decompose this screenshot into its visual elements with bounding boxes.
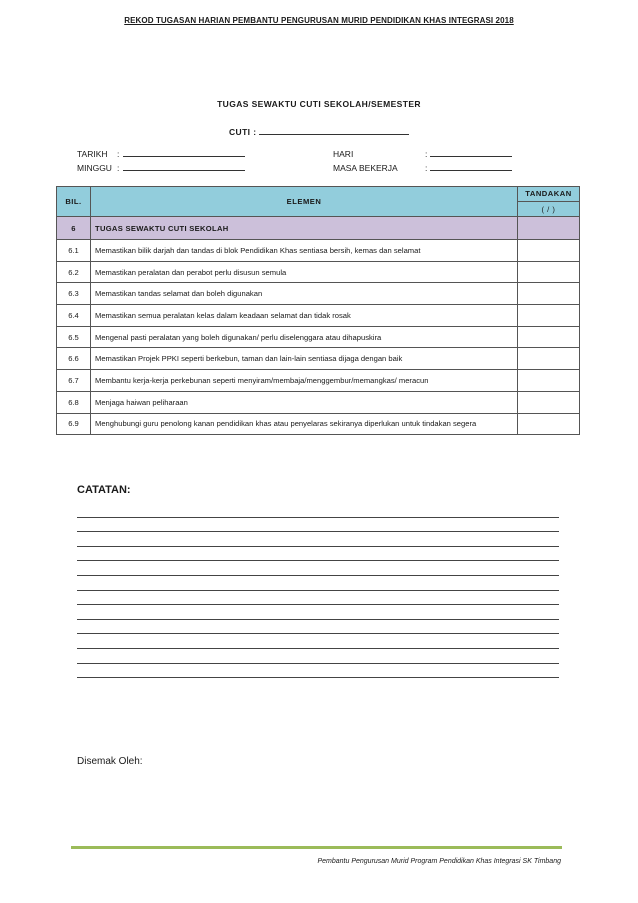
row-check-cell[interactable]: [518, 261, 580, 283]
row-number: 6.9: [57, 413, 91, 435]
table-row: [57, 370, 580, 392]
hari-blank[interactable]: [430, 148, 512, 157]
row-element: Memastikan bilik darjah dan tandas di blok Pendidikan Khas sentiasa bersih, kemas dan selamat: [91, 240, 518, 262]
section-title: TUGAS SEWAKTU CUTI SEKOLAH: [91, 217, 518, 240]
row-check-cell[interactable]: [518, 326, 580, 348]
row-number: 6.8: [57, 391, 91, 413]
cuti-field: [229, 126, 409, 137]
row-element: Menjaga haiwan peliharaan: [91, 391, 518, 413]
note-line[interactable]: [77, 532, 559, 547]
row-element: Memastikan semua peralatan kelas dalam keadaan selamat dan tidak rosak: [91, 305, 518, 327]
minggu-field: MINGGU :: [77, 162, 245, 173]
row-check-cell[interactable]: [518, 391, 580, 413]
note-line[interactable]: [77, 605, 559, 620]
tandakan-label: TANDAKAN: [518, 187, 579, 202]
tarikh-blank[interactable]: [123, 148, 245, 157]
row-number: 6.7: [57, 370, 91, 392]
reviewed-by-label: Disemak Oleh:: [77, 756, 143, 767]
note-line[interactable]: [77, 547, 559, 562]
minggu-label: MINGGU: [77, 163, 112, 173]
row-check-cell[interactable]: [518, 370, 580, 392]
row-check-cell[interactable]: [518, 413, 580, 435]
masa-bekerja-blank[interactable]: [430, 162, 512, 171]
row-number: 6.5: [57, 326, 91, 348]
row-number: 6.6: [57, 348, 91, 370]
form-title: TUGAS SEWAKTU CUTI SEKOLAH/SEMESTER: [217, 99, 421, 109]
footer-text: Pembantu Pengurusan Murid Program Pendidikan Khas Integrasi SK Timbang: [317, 858, 561, 865]
footer-divider: [71, 846, 562, 849]
row-check-cell[interactable]: [518, 348, 580, 370]
table-row: [57, 261, 580, 283]
row-check-cell[interactable]: [518, 240, 580, 262]
tarikh-label: TARIKH: [77, 149, 108, 159]
col-tandakan-header: [518, 187, 580, 217]
row-number: 6.1: [57, 240, 91, 262]
note-line[interactable]: [77, 561, 559, 576]
note-line[interactable]: [77, 576, 559, 591]
masa-bekerja-label: MASA BEKERJA: [333, 163, 398, 173]
row-number: 6.2: [57, 261, 91, 283]
note-line[interactable]: [77, 591, 559, 606]
table-row: [57, 391, 580, 413]
task-table: [56, 186, 580, 435]
tandakan-sub-label: ( / ): [541, 205, 556, 214]
table-row: [57, 305, 580, 327]
table-header-row: [57, 187, 580, 217]
section-check-cell: [518, 217, 580, 240]
masa-bekerja-field: MASA BEKERJA :: [333, 162, 512, 173]
row-element: Mengenal pasti peralatan yang boleh digunakan/ perlu diselenggara atau dihapuskira: [91, 326, 518, 348]
cuti-label: CUTI :: [229, 127, 257, 137]
row-element: Memastikan tandas selamat dan boleh digunakan: [91, 283, 518, 305]
note-line[interactable]: [77, 649, 559, 664]
section-row: [57, 217, 580, 240]
tarikh-field: TARIKH :: [77, 148, 245, 159]
note-line[interactable]: [77, 634, 559, 649]
row-number: 6.4: [57, 305, 91, 327]
row-check-cell[interactable]: [518, 305, 580, 327]
minggu-blank[interactable]: [123, 162, 245, 171]
row-element: Memastikan peralatan dan perabot perlu disusun semula: [91, 261, 518, 283]
table-row: [57, 348, 580, 370]
notes-lines[interactable]: [77, 503, 559, 678]
note-line[interactable]: [77, 620, 559, 635]
table-row: [57, 326, 580, 348]
notes-label: CATATAN:: [77, 484, 131, 496]
row-check-cell[interactable]: [518, 283, 580, 305]
col-bil-header: BIL.: [57, 187, 91, 217]
row-element: Memastikan Projek PPKI seperti berkebun, taman dan lain-lain sentiasa dijaga dengan baik: [91, 348, 518, 370]
table-row: [57, 283, 580, 305]
note-line[interactable]: [77, 503, 559, 518]
row-number: 6.3: [57, 283, 91, 305]
row-element: Menghubungi guru penolong kanan pendidikan khas atau penyelaras sekiranya diperlukan untuk tindakan segera: [91, 413, 518, 435]
table-row: [57, 413, 580, 435]
col-elemen-header: ELEMEN: [91, 187, 518, 217]
hari-field: HARI :: [333, 148, 512, 159]
cuti-blank[interactable]: [259, 126, 409, 135]
section-number: 6: [57, 217, 91, 240]
note-line[interactable]: [77, 664, 559, 679]
document-header: REKOD TUGASAN HARIAN PEMBANTU PENGURUSAN MURID PENDIDIKAN KHAS INTEGRASI 2018: [124, 16, 514, 25]
hari-label: HARI: [333, 149, 354, 159]
note-line[interactable]: [77, 518, 559, 533]
table-row: [57, 240, 580, 262]
row-element: Membantu kerja-kerja perkebunan seperti menyiram/membaja/menggembur/memangkas/ meracun: [91, 370, 518, 392]
